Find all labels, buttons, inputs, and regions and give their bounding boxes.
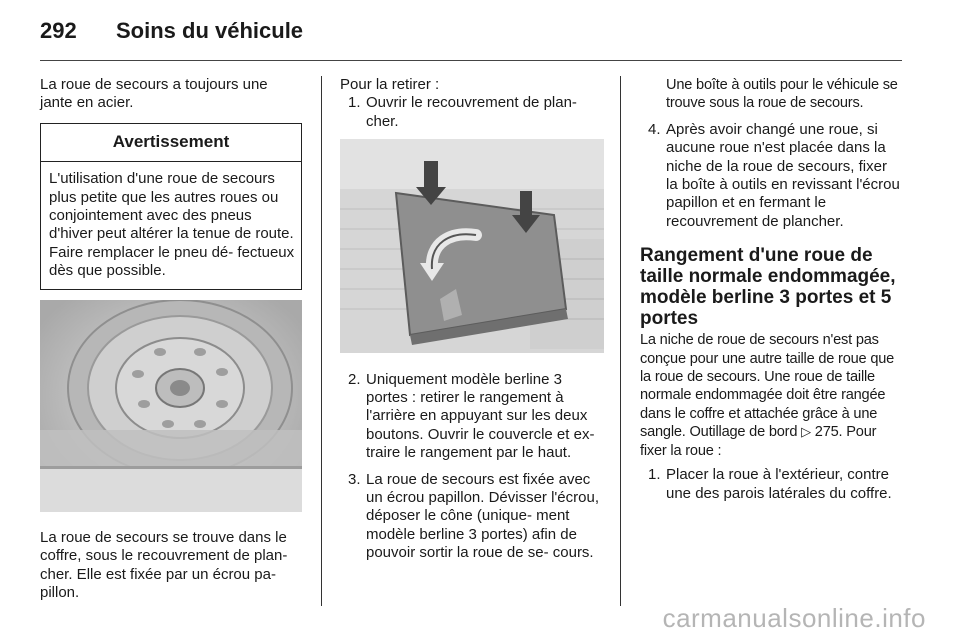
step-text: Placer la roue à l'extérieur, contre une des parois latérales du coffre.: [666, 466, 892, 502]
spare-wheel-photo: [40, 300, 302, 517]
procedure-list: [340, 371, 604, 563]
warning-title: Avertissement: [41, 124, 301, 162]
page-reference[interactable]: 275: [814, 424, 839, 441]
spare-wheel-illustration: [40, 300, 302, 512]
column-2: [340, 76, 604, 571]
section-body: La niche de roue de secours n'est pas conçue pour une autre taille de roue que la roue de secours. Une roue de taille normale endommagée doit être rangée dans le coffre et attachée grâce à une sangle. Outillage de bord: [640, 332, 895, 441]
procedure-list: [640, 121, 902, 231]
step-continuation: Une boîte à outils pour le véhicule se trouve sous la roue de secours.: [666, 77, 898, 112]
header-rule: [40, 60, 902, 61]
list-item: [340, 371, 604, 463]
floor-cover-illustration: [340, 139, 604, 353]
step-text: Après avoir changé une roue, si aucune roue n'est placée dans la niche de la roue de secours, fixer la boîte à outils en revissant l'écrou papillon et en fermant le recouvrement de plancher.: [666, 120, 900, 230]
list-item: [340, 94, 604, 131]
step-number: 1.: [648, 466, 661, 484]
list-item: [640, 121, 902, 231]
step-number: 1.: [348, 94, 361, 112]
step-text: Ouvrir le recouvrement de plan- cher.: [366, 94, 577, 130]
section-body-tail: . Pour fixer la roue :: [640, 424, 877, 459]
list-item: [640, 466, 902, 503]
column-divider: [620, 76, 621, 606]
page-title: Soins du véhicule: [116, 18, 304, 43]
step-number: 4.: [648, 120, 661, 138]
column-1: [40, 76, 302, 603]
page-number: 292: [40, 18, 77, 43]
step-number: 2.: [348, 370, 361, 388]
procedure-list: [340, 94, 604, 131]
step-number: 3.: [348, 470, 361, 488]
floor-cover-photo: [340, 139, 604, 358]
warning-body: L'utilisation d'une roue de secours plus petite que les autres roues ou conjointement avec des pneus d'hiver peut altérer la tenue de route. Faire remplacer le pneu dé- fectueux dès que possible.: [49, 170, 295, 280]
procedure-list: [640, 466, 902, 503]
column-divider: [321, 76, 322, 606]
warning-box: [40, 123, 302, 290]
column-3: [640, 76, 902, 511]
step-text: Uniquement modèle berline 3 portes : retirer le rangement à l'arrière en appuyant sur les deux boutons. Ouvrir le couvercle et ex- traire le rangement par le haut.: [366, 370, 595, 462]
page-ref-arrow-icon: ▷: [801, 424, 811, 440]
step-text: La roue de secours est fixée avec un écrou papillon. Dévisser l'écrou, déposer le cône (unique- ment modèle berline 3 portes) afin de pouvoir sortir la roue de se- cours.: [366, 470, 599, 562]
section-title: Rangement d'une roue de taille normale endommagée, modèle berline 3 portes et 5 portes: [640, 245, 896, 330]
list-item: [340, 471, 604, 563]
section-paragraph: [640, 331, 902, 460]
photo-caption: La roue de secours se trouve dans le coffre, sous le recouvrement de plan- cher. Elle est fixée par un écrou pa- pillon.: [40, 529, 288, 602]
page-header: [40, 18, 303, 44]
intro-paragraph: La roue de secours a toujours une jante en acier.: [40, 76, 268, 112]
watermark: carmanualsonline.info: [662, 603, 926, 633]
procedure-lead: Pour la retirer :: [340, 76, 440, 93]
